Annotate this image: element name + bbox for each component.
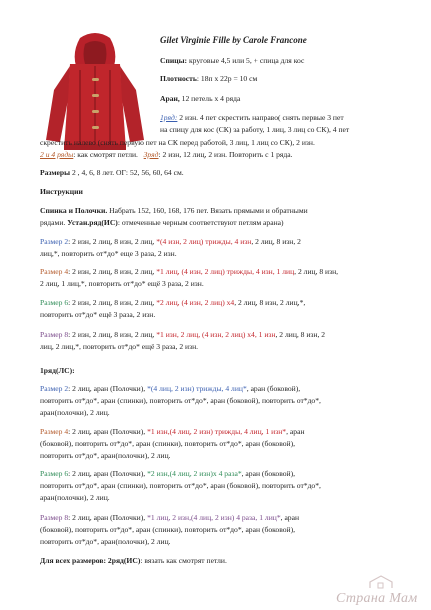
size-label: Размер 8	[40, 330, 69, 339]
row1-size6-line3: аран(полочки), 2 лиц.	[40, 493, 110, 502]
setup-size4-line2: 2 лиц, 1 лиц,*, повторить от*до* ещё 3 раза, 2 изн.	[40, 279, 204, 288]
row1-size8	[40, 512, 392, 524]
aran-row1-line	[160, 112, 422, 124]
size-label: Размер 6	[40, 298, 69, 307]
size-label: Размер 2	[40, 237, 69, 246]
setup-repeat: *1 изн, 2 лиц, (4 изн, 2 лиц) х4, 1 изн	[156, 330, 276, 339]
row1-size4-line3: повторить от*до*, аран(полочки), 2 лиц.	[40, 451, 171, 460]
gauge-line	[160, 73, 422, 85]
row1-text: : 2 лиц, аран (Полочки),	[68, 513, 148, 522]
setup-text: : 2 изн, 2 лиц, 8 изн, 2 лиц,	[68, 237, 157, 246]
row1-size6	[40, 468, 392, 480]
instructions-sub-line2-a: рядами.	[40, 218, 68, 227]
aran-row3-label: Зряд	[143, 150, 159, 159]
aran-row1-line2: на спицу для кос (СК) за работу, 1 лиц, 3 лиц со СК), 4 пет	[160, 125, 350, 134]
setup-text: : 2 изн, 2 лиц, 8 изн, 2 лиц,	[68, 267, 157, 276]
row1-heading: 1ряд(ЛС):	[40, 366, 75, 375]
row1-size6-line2: повторить от*до*, аран (спинки), повторить от*до*, аран (боковой), повторить от*до*,	[40, 481, 321, 490]
instructions-heading: Инструкции	[40, 187, 83, 196]
setup-row-label: Устан.ряд(ИС)	[67, 218, 118, 227]
setup-repeat: *2 лиц, (4 изн, 2 лиц) х4	[156, 298, 235, 307]
size-label: Размер 4	[40, 267, 69, 276]
aran-rows-2-4-3	[40, 149, 392, 161]
size-label: Размер 2	[40, 384, 69, 393]
setup-size2-line2: лиц,*, повторить от*до* еще 3 раза, 2 изн.	[40, 249, 177, 258]
instructions-sub-text: Набрать 152, 160, 168, 176 пет. Вязать прямыми и обратными	[107, 206, 308, 215]
row1-text: : 2 лиц, аран (Полочки),	[68, 427, 148, 436]
row1-size2-line3: аран(полочки), 2 лиц.	[40, 408, 110, 417]
house-icon	[368, 575, 394, 589]
instructions-sub-line2-c: : отмеченные черным соответствуют петлям арана)	[117, 218, 284, 227]
setup-size2	[40, 236, 392, 248]
aran-rows-2-4-label: 2 и 4 ряды	[40, 150, 74, 159]
aran-row1-line3: скрестить налево (снять первую пет на СК перед работой, 3 лиц, 1 лиц со СК), 2 изн.	[40, 138, 315, 147]
size-label: Размер 8	[40, 513, 69, 522]
row1-text: : 2 лиц, аран (Полочки),	[68, 469, 148, 478]
instructions-sub-label: Спинка и Полочки.	[40, 206, 108, 215]
row1-repeat: *(4 лиц, 2 изн) трижды, 4 лиц*	[147, 384, 247, 393]
sizes-label: Размеры	[40, 168, 71, 177]
aran-line	[160, 93, 422, 105]
sizes-line	[40, 167, 392, 179]
gauge-label: Плотность	[160, 74, 197, 83]
needles-text: круговые 4,5 или 5, + спица для кос	[187, 56, 305, 65]
setup-size6	[40, 297, 392, 309]
size-label: Размер 4	[40, 427, 69, 436]
setup-text: , 2 лиц, 8 изн,	[294, 267, 339, 276]
row1-size8-line3: повторить от*до*, аран(полочки), 2 лиц.	[40, 537, 171, 546]
setup-size8	[40, 329, 392, 341]
row1-size8-line2: (боковой), повторить от*до*, аран (спинки), повторить от*до*, аран (боковой),	[40, 525, 296, 534]
row2-line	[40, 555, 392, 567]
setup-size6-line2: повторить от*до* ещё 3 раза, 2 изн.	[40, 310, 156, 319]
setup-size4	[40, 266, 392, 278]
setup-text: , 2 лиц, 8 изн, 2	[251, 237, 301, 246]
needles-line	[160, 55, 422, 67]
setup-text: : 2 изн, 2 лиц, 8 изн, 2 лиц,	[68, 330, 157, 339]
setup-text: : 2 изн, 2 лиц, 8 изн, 2 лиц,	[68, 298, 157, 307]
setup-repeat: *1 лиц, (4 изн, 2 лиц) трижды, 4 изн, 1 лиц	[156, 267, 295, 276]
aran-row1-text: 2 изн. 4 пет скрестить направо( снять первые 3 пет	[177, 113, 344, 122]
aran-row3-text: : 2 изн, 12 лиц, 2 изн. Повторить с 1 ряда.	[158, 150, 293, 159]
instructions-sub-line1	[40, 205, 392, 217]
aran-row1-label: 1ряд:	[160, 113, 178, 122]
watermark-logo: Страна Мам	[336, 591, 418, 606]
row1-repeat: *1 лиц, 2 изн,(4 лиц, 2 изн) 4 раза, 1 лиц*	[147, 513, 281, 522]
setup-text: , 2 лиц, 8 изн, 2 лиц,*,	[234, 298, 306, 307]
row1-size4	[40, 426, 392, 438]
row2-text: : вязать как смотрят петли.	[140, 556, 227, 565]
row1-text: , аран	[280, 513, 300, 522]
row1-text: , аран (боковой),	[241, 469, 296, 478]
setup-repeat: *(4 изн, 2 лиц) трижды, 4 изн	[156, 237, 252, 246]
row1-repeat: *2 изн,(4 лиц, 2 изн)х 4 раза*	[147, 469, 242, 478]
aran-rows-2-4-text: : как смотрят петли.	[73, 150, 138, 159]
size-label: Размер 6	[40, 469, 69, 478]
sizes-text: 2 , 4, 6, 8 лет. ОГ: 52, 56, 60, 64 см.	[70, 168, 184, 177]
gauge-text: : 18п х 22р = 10 см	[196, 74, 258, 83]
instructions-sub-line2	[40, 217, 392, 229]
row1-size2	[40, 383, 392, 395]
row2-label: Для всех размеров: 2ряд(ИС)	[40, 556, 141, 565]
row1-size2-line2: повторить от*до*, аран (спинки), повторить от*до*, аран (боковой), повторить от*до*,	[40, 396, 321, 405]
needles-label: Спицы:	[160, 56, 188, 65]
row1-repeat: *1 изн,(4 лиц, 2 изн) трижды, 4 лиц, 1 изн*	[147, 427, 287, 436]
setup-text: , 2 лиц, 8 изн, 2	[275, 330, 326, 339]
row1-text: , аран	[286, 427, 305, 436]
aran-label: Аран,	[160, 94, 180, 103]
row1-text: , аран (боковой),	[246, 384, 301, 393]
row1-text: : 2 лиц, аран (Полочки),	[68, 384, 148, 393]
setup-size8-line2: лиц, 2 лиц,*, повторить от*до* ещё 3 раза, 2 изн.	[40, 342, 199, 351]
aran-text: 12 петель х 4 ряда	[179, 94, 241, 103]
row1-size4-line2: (боковой), повторить от*до*, аран (спинки), повторить от*до*, аран (боковой),	[40, 439, 296, 448]
pattern-title: Gilet Virginie Fille by Carole Francone	[160, 35, 307, 45]
